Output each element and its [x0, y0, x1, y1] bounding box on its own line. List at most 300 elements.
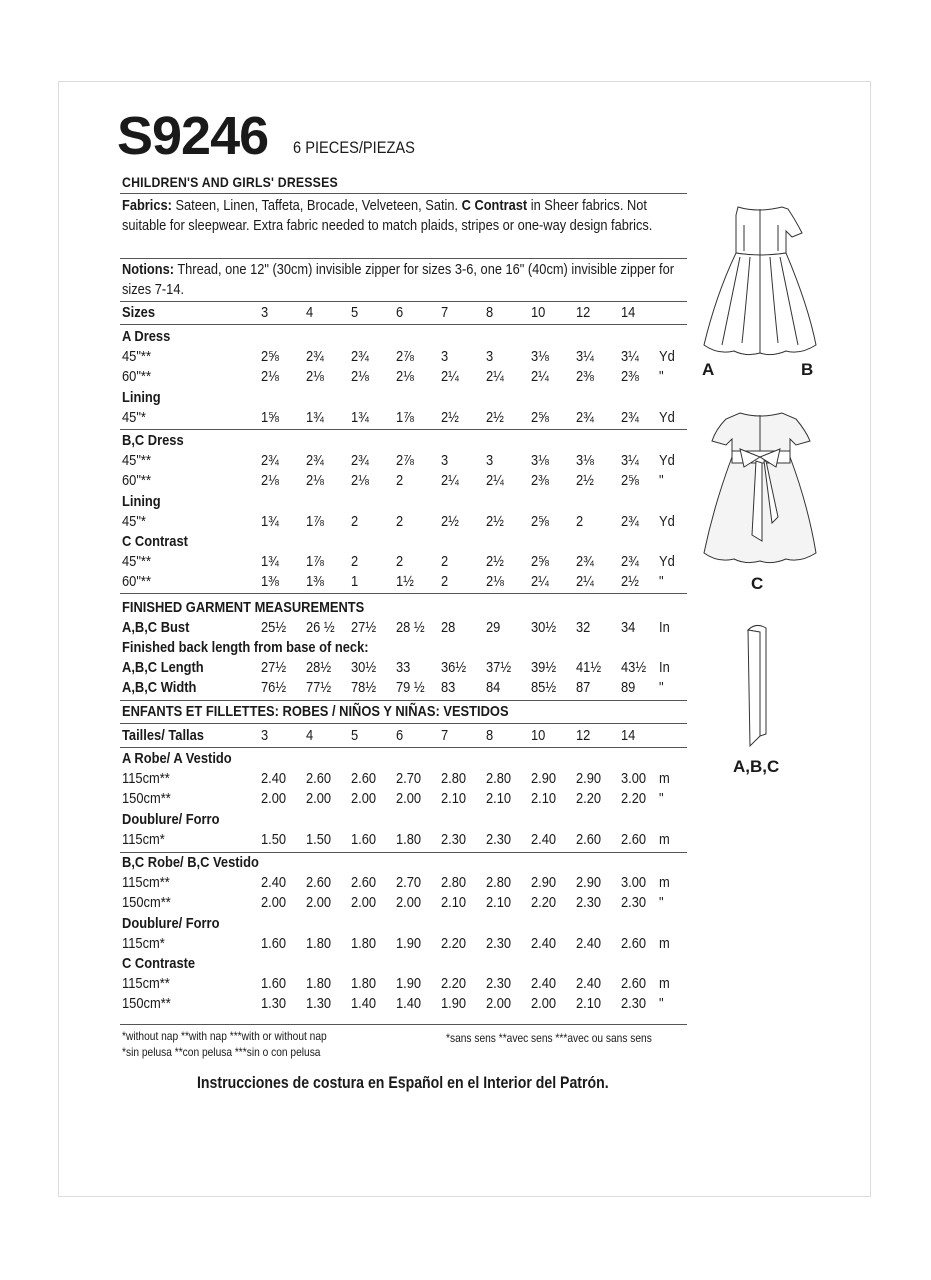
table-section-heading [0, 492, 700, 512]
row-label: 45"** [122, 553, 151, 571]
row-label: 60"** [122, 573, 151, 591]
unit-label: Yd [659, 512, 675, 530]
cell-value: 2.00 [396, 790, 422, 808]
cell-value: 43½ [621, 659, 647, 676]
row-label: 115cm* [122, 934, 165, 952]
footnote-english: *without nap **with nap ***with or without nap [122, 1029, 327, 1043]
cell-value: 1.90 [441, 995, 467, 1013]
divider [120, 301, 687, 302]
cell-value: 2¼ [441, 472, 459, 490]
cell-value: 2.90 [576, 770, 602, 788]
cell-value: 3⅛ [576, 452, 594, 470]
table-row [0, 451, 700, 471]
row-label: C Contrast [122, 533, 188, 550]
cell-value: 1.80 [306, 934, 332, 952]
notions-label: Notions: [122, 261, 175, 278]
cell-value: 2⅝ [531, 512, 549, 530]
cell-value: 2.60 [351, 770, 377, 788]
table-row [0, 830, 700, 850]
cell-value: 1 [351, 573, 359, 591]
size-header: 8 [486, 304, 494, 321]
divider [120, 193, 687, 194]
divider [120, 1024, 687, 1025]
table-row [0, 789, 700, 809]
pattern-number: S9246 [117, 106, 269, 166]
cell-value: 2.40 [576, 934, 602, 952]
size-header: 6 [396, 304, 404, 321]
cell-value: 1⅞ [396, 408, 414, 426]
cell-value: 2.00 [351, 790, 377, 808]
cell-value: 29 [486, 619, 501, 636]
cell-value: 2.40 [576, 975, 602, 993]
cell-value: 1⅜ [261, 573, 279, 591]
size-header: 8 [486, 727, 494, 744]
cell-value: 1.90 [396, 934, 422, 952]
cell-value: 2.00 [261, 894, 287, 912]
note-text: Finished back length from base of neck: [122, 639, 369, 656]
cell-value: 2.60 [351, 874, 377, 892]
pattern-title: CHILDREN'S AND GIRLS' DRESSES [122, 174, 338, 190]
cell-value: 2¾ [306, 348, 324, 366]
table-row [0, 408, 700, 428]
size-header: 3 [261, 304, 269, 321]
cell-value: 2⅛ [351, 472, 369, 490]
cell-value: 2½ [486, 512, 504, 530]
footnote-spanish: *sin pelusa **con pelusa ***sin o con pelusa [122, 1045, 321, 1059]
cell-value: 3⅛ [531, 452, 549, 470]
cell-value: 2½ [621, 573, 639, 591]
unit-label: m [659, 975, 670, 993]
cell-value: 3¼ [621, 452, 639, 470]
cell-value: 2½ [576, 472, 594, 490]
cell-value: 1¾ [261, 512, 279, 530]
table-row [0, 572, 700, 592]
table-section-heading [0, 810, 700, 830]
cell-value: 3 [441, 348, 449, 366]
cell-value: 2½ [486, 408, 504, 426]
cell-value: 2 [441, 553, 449, 571]
cell-value: 2 [396, 472, 404, 490]
cell-value: 2⅛ [261, 368, 279, 386]
divider [120, 593, 687, 594]
cell-value: 1¾ [306, 408, 324, 426]
divider [120, 723, 687, 724]
cell-value: 2.60 [576, 830, 602, 848]
cell-value: 2.80 [441, 874, 467, 892]
cell-value: 2⅝ [531, 408, 549, 426]
size-header: 6 [396, 727, 404, 744]
cell-value: 39½ [531, 659, 557, 676]
cell-value: 1¾ [351, 408, 369, 426]
table-row [0, 347, 700, 367]
cell-value: 3 [486, 452, 494, 470]
cell-value: 1.40 [351, 995, 377, 1013]
cell-value: 28 ½ [396, 619, 425, 636]
cell-value: 28½ [306, 659, 332, 676]
table-row [0, 994, 700, 1014]
table-row [0, 471, 700, 491]
unit-label: m [659, 874, 670, 892]
cell-value: 2.10 [441, 790, 467, 808]
cell-value: 2 [351, 512, 359, 530]
cell-value: 2.10 [441, 894, 467, 912]
sizes-label: Tailles/ Tallas [122, 727, 204, 744]
cell-value: 2.40 [531, 934, 557, 952]
cell-value: 2.30 [576, 894, 602, 912]
cell-value: 87 [576, 679, 591, 696]
metric-heading [0, 702, 700, 722]
cell-value: 2.00 [351, 894, 377, 912]
cell-value: 1.60 [261, 975, 287, 993]
cell-value: 2.20 [441, 934, 467, 952]
back-length-note [0, 638, 700, 658]
table-section-heading [0, 914, 700, 934]
cell-value: 2.10 [576, 995, 602, 1013]
cell-value: 2¼ [441, 368, 459, 386]
size-header: 7 [441, 727, 449, 744]
cell-value: 2⅛ [306, 472, 324, 490]
size-header: 3 [261, 727, 269, 744]
cell-value: 2.00 [306, 790, 332, 808]
cell-value: 41½ [576, 659, 602, 676]
row-label: B,C Dress [122, 432, 184, 449]
row-label: 60"** [122, 368, 151, 386]
cell-value: 2.20 [531, 894, 557, 912]
row-label: A,B,C Length [122, 659, 204, 676]
cell-value: 2.20 [441, 975, 467, 993]
cell-value: 2.90 [531, 874, 557, 892]
cell-value: 2¾ [576, 553, 594, 571]
table-section-heading [0, 954, 700, 974]
cell-value: 2⅜ [531, 472, 549, 490]
cell-value: 27½ [261, 659, 287, 676]
row-label: A,B,C Width [122, 679, 197, 696]
spanish-instructions-note: Instrucciones de costura en Español en el Interior del Patrón. [197, 1073, 609, 1092]
size-header: 5 [351, 304, 359, 321]
cell-value: 2.40 [531, 830, 557, 848]
cell-value: 1.60 [351, 830, 377, 848]
cell-value: 3 [441, 452, 449, 470]
cell-value: 2⅛ [261, 472, 279, 490]
table-row [0, 873, 700, 893]
finished-measurements-heading [0, 598, 700, 618]
cell-value: 2¾ [306, 452, 324, 470]
cell-value: 2½ [486, 553, 504, 571]
cell-value: 2.40 [261, 770, 287, 788]
cell-value: 1⅜ [306, 573, 324, 591]
cell-value: 1¾ [261, 553, 279, 571]
cell-value: 2⅞ [396, 348, 414, 366]
cell-value: 1.90 [396, 975, 422, 993]
unit-label: Yd [659, 452, 675, 470]
row-label: Doublure/ Forro [122, 914, 220, 932]
cell-value: 32 [576, 619, 591, 636]
view-label-abc: A,B,C [733, 757, 780, 776]
table-row [0, 658, 700, 678]
cell-value: 1.80 [306, 975, 332, 993]
cell-value: 1.80 [351, 975, 377, 993]
table-section-heading [0, 388, 700, 408]
cell-value: 28 [441, 619, 456, 636]
cell-value: 2⅛ [306, 368, 324, 386]
table-row [0, 512, 700, 532]
row-label: 150cm** [122, 790, 171, 808]
cell-value: 2¾ [621, 553, 639, 571]
cell-value: 79 ½ [396, 679, 425, 696]
fabrics-text [122, 196, 686, 236]
cell-value: 2¾ [261, 452, 279, 470]
table-section-heading [0, 853, 700, 873]
size-header: 10 [531, 304, 546, 321]
cell-value: 2.90 [576, 874, 602, 892]
size-header: 14 [621, 304, 636, 321]
cell-value: 2.30 [486, 975, 512, 993]
cell-value: 1.30 [306, 995, 332, 1013]
heading-text: ENFANTS ET FILLETTES: ROBES / NIÑOS Y NIÑAS: VESTIDOS [122, 703, 509, 720]
divider [120, 258, 687, 259]
table-section-heading [0, 431, 700, 451]
size-header: 4 [306, 727, 314, 744]
cell-value: 2⅜ [576, 368, 594, 386]
unit-label: m [659, 830, 670, 848]
dress-c-back-view-illustration [700, 405, 820, 570]
cell-value: 1⅞ [306, 553, 324, 571]
cell-value: 2⅛ [396, 368, 414, 386]
row-label: B,C Robe/ B,C Vestido [122, 854, 259, 871]
cell-value: 2.30 [486, 934, 512, 952]
table-section-heading [0, 327, 700, 347]
size-header: 10 [531, 727, 546, 744]
size-header: 4 [306, 304, 314, 321]
cell-value: 2¾ [351, 348, 369, 366]
cell-value: 2.80 [441, 770, 467, 788]
cell-value: 2⅛ [486, 573, 504, 591]
cell-value: 2.30 [441, 830, 467, 848]
cell-value: 2¼ [486, 368, 504, 386]
cell-value: 2.30 [621, 894, 647, 912]
table-row [0, 974, 700, 994]
cell-value: 2.30 [621, 995, 647, 1013]
table-row [0, 893, 700, 913]
row-label: A Dress [122, 328, 171, 345]
cell-value: 2.10 [486, 790, 512, 808]
row-label: Lining [122, 388, 161, 406]
view-label-b: B [801, 360, 814, 379]
cell-value: 2⅝ [621, 472, 639, 490]
cell-value: 2½ [441, 408, 459, 426]
cell-value: 3 [486, 348, 494, 366]
cell-value: 37½ [486, 659, 512, 676]
cell-value: 85½ [531, 679, 557, 696]
cell-value: 1.80 [396, 830, 422, 848]
unit-label: Yd [659, 553, 675, 571]
cell-value: 2.60 [621, 934, 647, 952]
row-label: 60"** [122, 472, 151, 490]
cell-value: 3.00 [621, 874, 647, 892]
row-label: 115cm** [122, 874, 170, 892]
fabrics-list: Sateen, Linen, Taffeta, Brocade, Velveteen, Satin. [171, 197, 462, 214]
row-label: C Contraste [122, 955, 196, 972]
cell-value: 2.20 [621, 790, 647, 808]
cell-value: 1.50 [306, 830, 332, 848]
row-label: 150cm** [122, 894, 171, 912]
row-label: 45"** [122, 348, 151, 366]
row-label: Doublure/ Forro [122, 810, 220, 828]
cell-value: 2.00 [261, 790, 287, 808]
cell-value: 34 [621, 619, 636, 636]
unit-label: " [659, 995, 664, 1013]
cell-value: 1.50 [261, 830, 287, 848]
cell-value: 2.60 [621, 975, 647, 993]
sizes-header-row [0, 726, 700, 746]
cell-value: 2.40 [261, 874, 287, 892]
cell-value: 1.40 [396, 995, 422, 1013]
cell-value: 2⅝ [261, 348, 279, 366]
unit-label: " [659, 368, 664, 386]
cell-value: 2¾ [621, 408, 639, 426]
contrast-label: C Contrast [461, 197, 528, 214]
table-row [0, 678, 700, 698]
cell-value: 1.80 [351, 934, 377, 952]
cell-value: 1⅝ [261, 408, 279, 426]
cell-value: 2.70 [396, 770, 422, 788]
table-row [0, 367, 700, 387]
cell-value: 1.60 [261, 934, 287, 952]
cell-value: 2 [351, 553, 359, 571]
row-label: 45"* [122, 512, 146, 530]
table-row [0, 934, 700, 954]
cell-value: 2 [396, 553, 404, 571]
cell-value: 2.00 [306, 894, 332, 912]
cell-value: 30½ [531, 619, 557, 636]
cell-value: 2.40 [531, 975, 557, 993]
unit-label: " [659, 679, 664, 696]
unit-label: In [659, 659, 670, 676]
cell-value: 1⅞ [306, 512, 324, 530]
unit-label: Yd [659, 408, 675, 426]
cell-value: 2½ [441, 512, 459, 530]
cell-value: 26 ½ [306, 619, 335, 636]
cell-value: 2.30 [486, 830, 512, 848]
divider [120, 324, 687, 325]
size-header: 5 [351, 727, 359, 744]
unit-label: " [659, 573, 664, 591]
cell-value: 2 [441, 573, 449, 591]
divider [120, 747, 687, 748]
unit-label: " [659, 472, 664, 490]
cell-value: 3⅛ [531, 348, 549, 366]
cell-value: 83 [441, 679, 456, 696]
cell-value: 2.00 [486, 995, 512, 1013]
row-label: 45"** [122, 452, 151, 470]
cell-value: 2¼ [576, 573, 594, 591]
divider [120, 429, 687, 430]
cell-value: 77½ [306, 679, 332, 696]
footnote-french: *sans sens **avec sens ***avec ou sans sens [446, 1031, 652, 1045]
row-label: 115cm** [122, 770, 170, 788]
cell-value: 2.10 [486, 894, 512, 912]
row-label: A,B,C Bust [122, 619, 190, 636]
size-header: 12 [576, 304, 591, 321]
table-section-heading [0, 749, 700, 769]
cell-value: 33 [396, 659, 411, 676]
table-section-heading [0, 532, 700, 552]
cell-value: 25½ [261, 619, 287, 636]
row-label: 45"* [122, 408, 146, 426]
cell-value: 2¼ [531, 368, 549, 386]
cell-value: 2 [396, 512, 404, 530]
cell-value: 30½ [351, 659, 377, 676]
row-label: 115cm* [122, 830, 165, 848]
cell-value: 2¾ [621, 512, 639, 530]
sizes-header-row [0, 303, 700, 323]
size-header: 12 [576, 727, 591, 744]
notions-text [122, 260, 686, 300]
cell-value: 2.60 [621, 830, 647, 848]
unit-label: Yd [659, 348, 675, 366]
size-header: 7 [441, 304, 449, 321]
cell-value: 1½ [396, 573, 414, 591]
unit-label: m [659, 934, 670, 952]
table-row [0, 769, 700, 789]
cell-value: 2⅛ [351, 368, 369, 386]
row-label: Lining [122, 492, 161, 510]
cell-value: 3.00 [621, 770, 647, 788]
cell-value: 2.00 [396, 894, 422, 912]
unit-label: " [659, 790, 664, 808]
row-label: A Robe/ A Vestido [122, 750, 232, 767]
cell-value: 2.80 [486, 770, 512, 788]
cell-value: 2.60 [306, 874, 332, 892]
unit-label: m [659, 770, 670, 788]
sash-piece-illustration [740, 622, 780, 752]
divider [120, 700, 687, 701]
cell-value: 2.00 [531, 995, 557, 1013]
cell-value: 1.30 [261, 995, 287, 1013]
cell-value: 27½ [351, 619, 377, 636]
cell-value: 3¼ [621, 348, 639, 366]
cell-value: 36½ [441, 659, 467, 676]
unit-label: " [659, 894, 664, 912]
cell-value: 2.80 [486, 874, 512, 892]
table-row [0, 618, 700, 638]
cell-value: 2¼ [486, 472, 504, 490]
view-label-c: C [751, 574, 764, 593]
cell-value: 2 [576, 512, 584, 530]
view-label-a: A [702, 360, 715, 379]
dress-ab-back-view-illustration [700, 195, 820, 365]
cell-value: 2.70 [396, 874, 422, 892]
cell-value: 76½ [261, 679, 287, 696]
cell-value: 2¾ [576, 408, 594, 426]
cell-value: 84 [486, 679, 501, 696]
cell-value: 3¼ [576, 348, 594, 366]
cell-value: 2.10 [531, 790, 557, 808]
cell-value: 2.60 [306, 770, 332, 788]
cell-value: 2¾ [351, 452, 369, 470]
cell-value: 2.90 [531, 770, 557, 788]
sizes-label: Sizes [122, 304, 155, 321]
cell-value: 2¼ [531, 573, 549, 591]
pieces-count: 6 PIECES/PIEZAS [293, 138, 415, 157]
size-header: 14 [621, 727, 636, 744]
fabrics-note: in Sheer fabrics. Not suitable for sleepwear. Extra fabric needed to match plaids, stripes or one-way design fabrics. [122, 197, 653, 234]
heading-text: FINISHED GARMENT MEASUREMENTS [122, 599, 365, 616]
cell-value: 2⅜ [621, 368, 639, 386]
unit-label: In [659, 619, 670, 636]
row-label: 115cm** [122, 975, 170, 993]
cell-value: 2⅞ [396, 452, 414, 470]
